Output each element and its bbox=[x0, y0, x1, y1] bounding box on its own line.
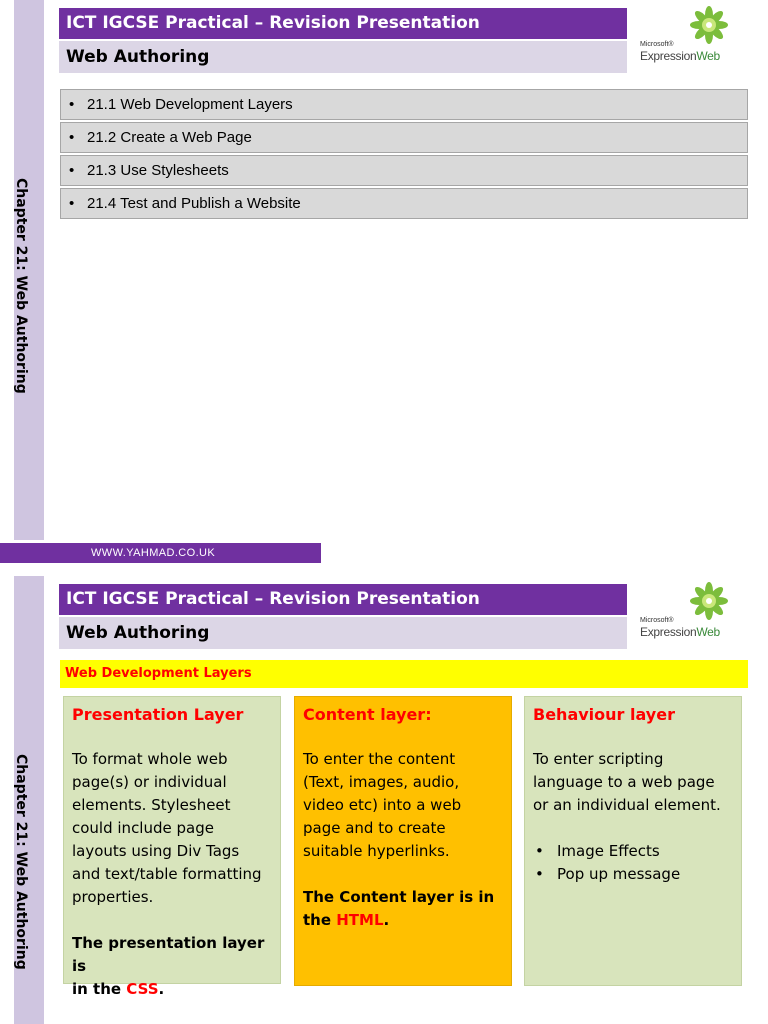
slide-subtitle: Web Authoring bbox=[59, 617, 627, 649]
bullet-point: • bbox=[69, 129, 75, 146]
topic-item bbox=[60, 188, 748, 219]
chapter-sidebar-label: Chapter 21: Web Authoring bbox=[13, 178, 29, 394]
presentation-layer-box bbox=[63, 696, 281, 998]
logo-product-text: ExpressionWeb bbox=[640, 625, 720, 639]
topic-label: 21.1 Web Development Layers bbox=[87, 96, 293, 113]
topic-label: 21.2 Create a Web Page bbox=[87, 129, 252, 146]
box-description: To format whole web page(s) or individual elements. Stylesheet could include page layouts using Div Tags and text/table formatting properties. bbox=[72, 750, 262, 906]
box-title: Presentation Layer bbox=[72, 705, 244, 724]
topic-label: 21.4 Test and Publish a Website bbox=[87, 195, 301, 212]
list-item: • Pop up message bbox=[533, 863, 733, 886]
content-layer-box bbox=[294, 696, 512, 986]
chapter-sidebar-label: Chapter 21: Web Authoring bbox=[13, 754, 29, 970]
footer-website: WWW.YAHMAD.CO.UK bbox=[91, 547, 216, 559]
logo-product-text: ExpressionWeb bbox=[640, 49, 720, 63]
box-summary: The Content layer is in the HTML. bbox=[303, 888, 495, 929]
section-heading: Web Development Layers bbox=[60, 660, 748, 688]
box-summary: The presentation layer is in the CSS. bbox=[72, 934, 265, 998]
box-title: Behaviour layer bbox=[533, 705, 675, 724]
box-description: To enter the content (Text, images, audio, video etc) into a web page and to create suitable hyperlinks. bbox=[303, 750, 462, 860]
footer-bar bbox=[0, 543, 321, 563]
slide-web-development-layers bbox=[0, 576, 768, 1024]
bullet-point: • bbox=[69, 96, 75, 113]
topic-item bbox=[60, 122, 748, 153]
highlight-css: CSS bbox=[126, 980, 159, 998]
bullet-point: • bbox=[69, 195, 75, 212]
slide-subtitle: Web Authoring bbox=[59, 41, 627, 73]
expression-web-logo-icon bbox=[688, 4, 730, 46]
slide-title: ICT IGCSE Practical – Revision Presentation bbox=[59, 8, 627, 39]
box-title: Content layer: bbox=[303, 705, 432, 724]
slide-title: ICT IGCSE Practical – Revision Presentation bbox=[59, 584, 627, 615]
behaviour-layer-box bbox=[524, 696, 742, 986]
topic-item bbox=[60, 155, 748, 186]
highlight-html: HTML bbox=[336, 911, 384, 929]
bullet-point: • bbox=[69, 162, 75, 179]
list-item: • Image Effects bbox=[533, 840, 733, 863]
logo-microsoft-text: Microsoft® bbox=[640, 617, 674, 624]
example-list bbox=[533, 840, 733, 886]
box-description: To enter scripting language to a web page or an individual element. bbox=[533, 750, 721, 814]
topic-item bbox=[60, 89, 748, 120]
topic-list bbox=[60, 89, 748, 221]
expression-web-logo bbox=[638, 580, 738, 642]
logo-microsoft-text: Microsoft® bbox=[640, 41, 674, 48]
expression-web-logo-icon bbox=[688, 580, 730, 622]
topic-label: 21.3 Use Stylesheets bbox=[87, 162, 229, 179]
expression-web-logo bbox=[638, 4, 738, 66]
